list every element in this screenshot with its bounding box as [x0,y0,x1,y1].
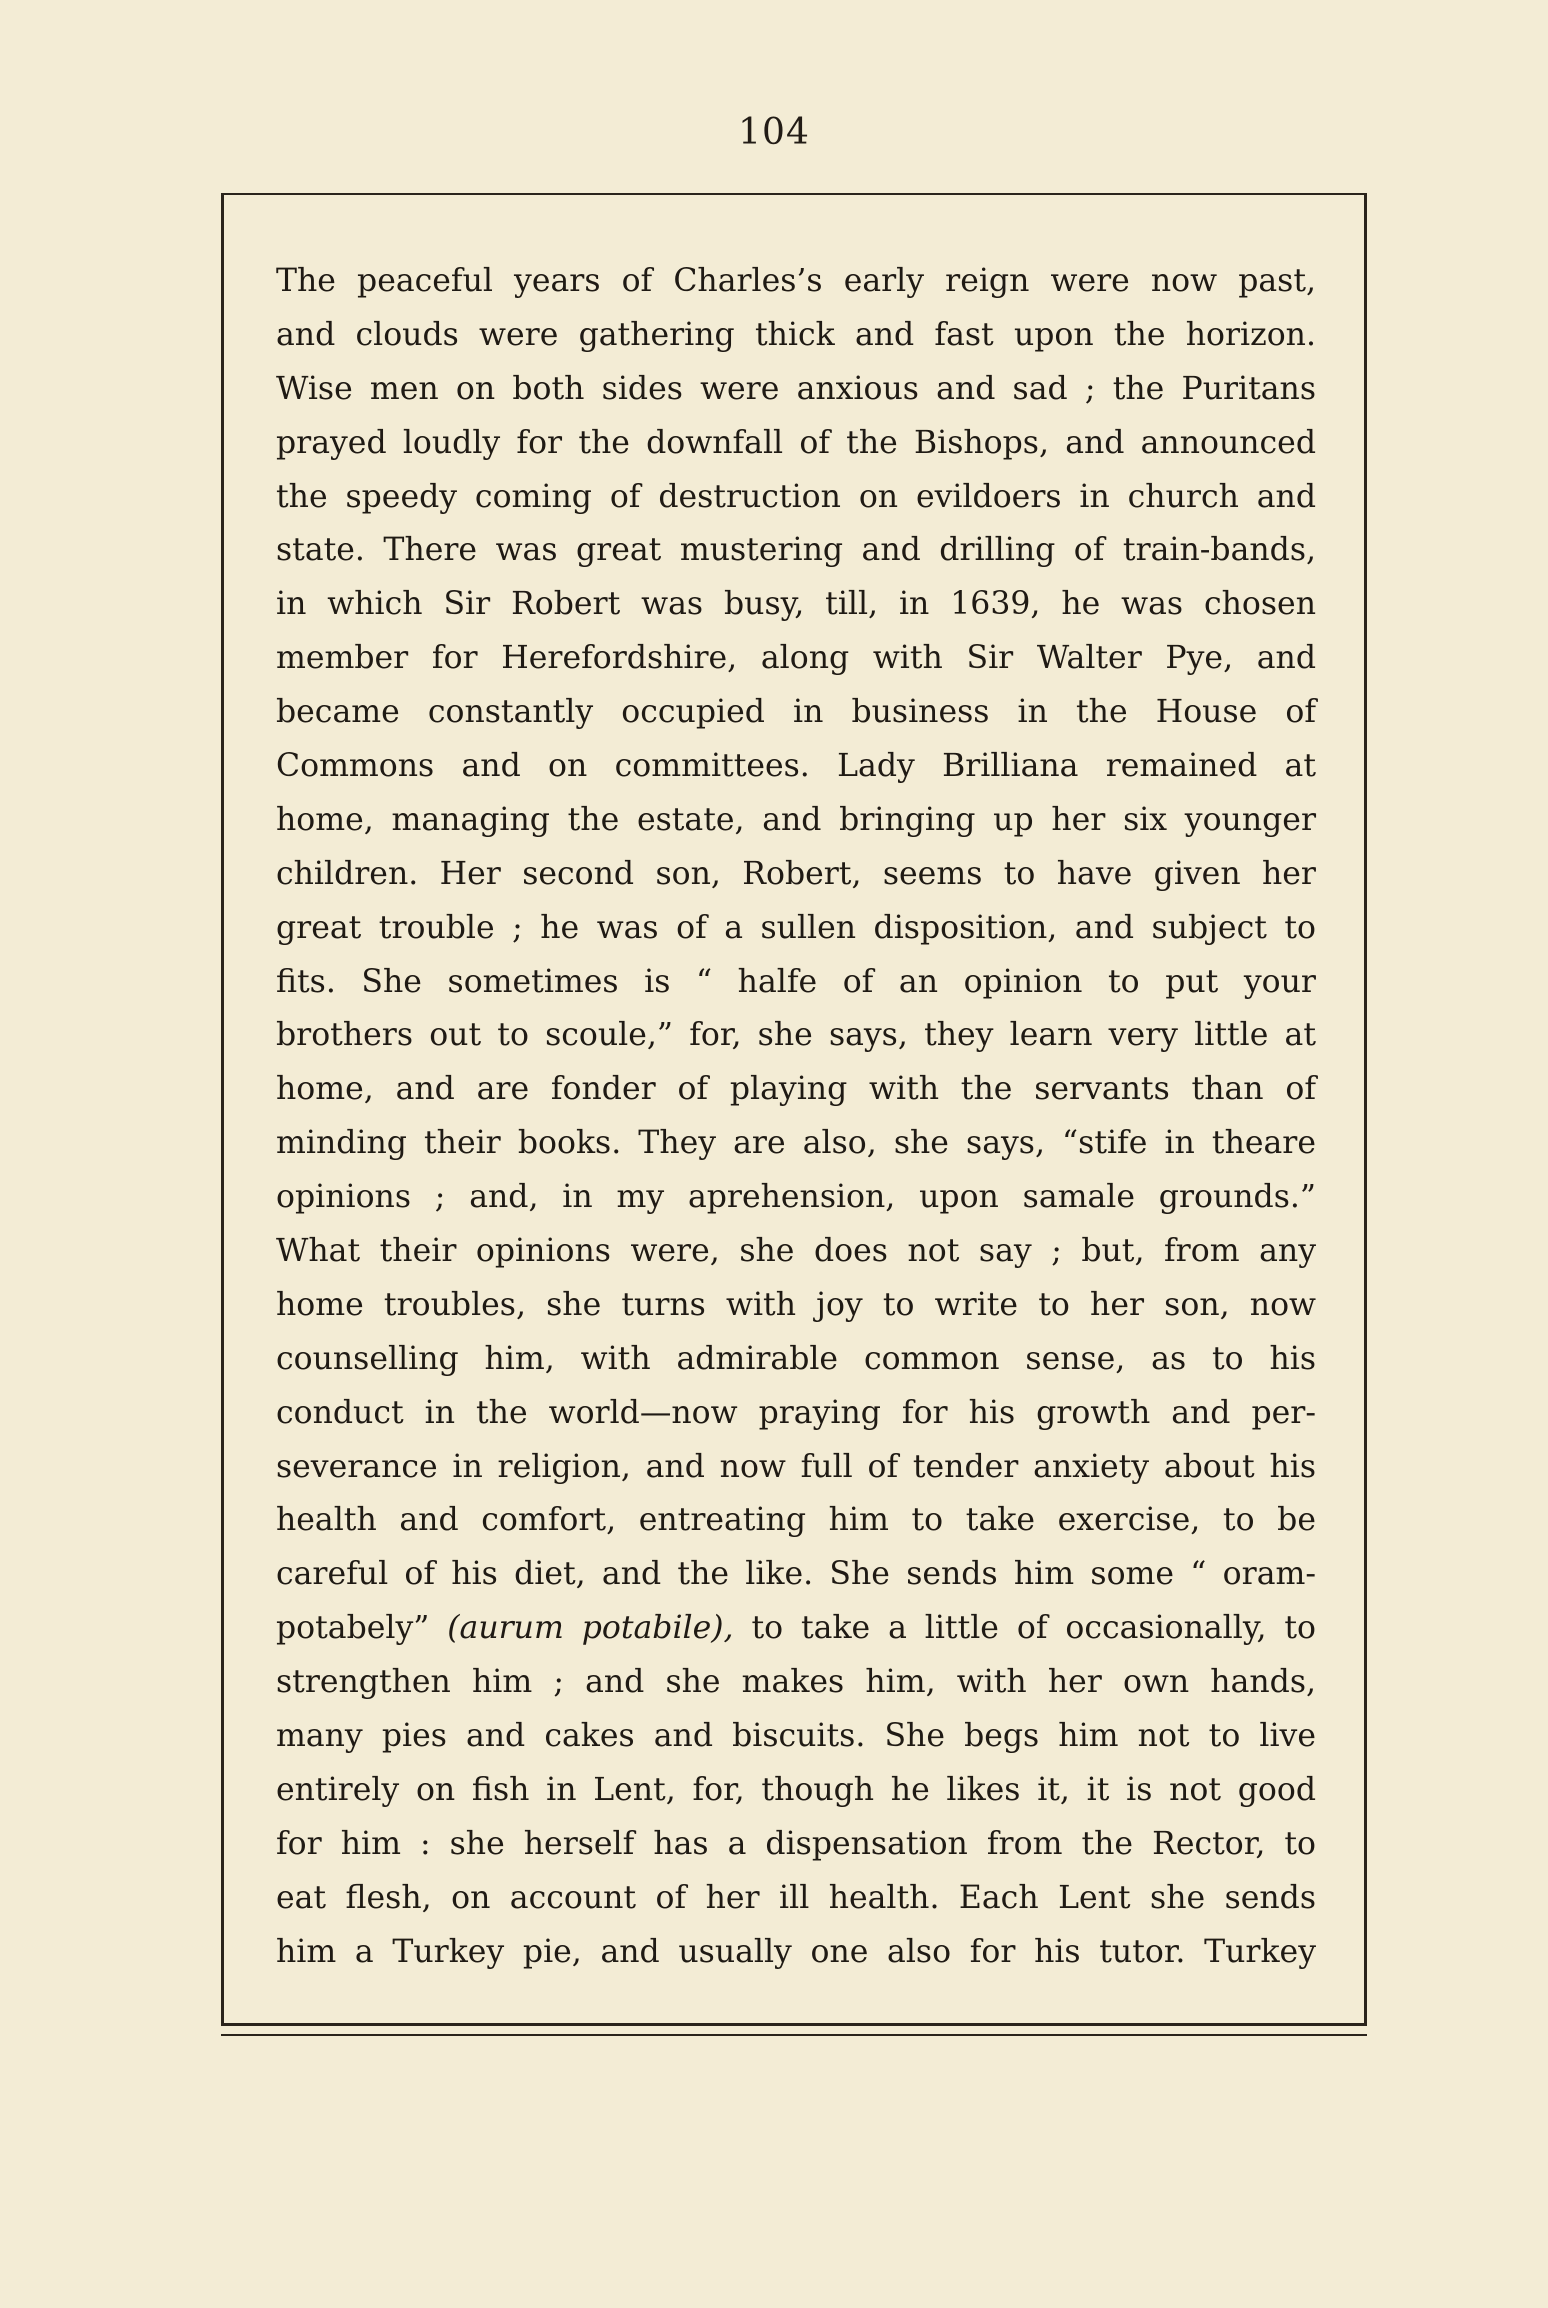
text-line: children. Her second son, Robert, seems to have given her [276,855,1316,892]
text-line: for him : she herself has a dispensation from the Rector, to [276,1825,1316,1862]
text-fragment: to take a little of occasionally, to [751,1610,1316,1647]
text-line: counselling him, with admirable common sense, as to his [276,1340,1316,1377]
text-line: in which Sir Robert was busy, till, in 1639, he was chosen [276,586,1316,623]
text-line: The peaceful years of Charles’s early reign were now past, [276,263,1316,299]
text-line: conduct in the world—now praying for his growth and per- [276,1394,1316,1431]
page-number: 104 [738,112,810,153]
text-line: health and comfort, entreating him to take exercise, to be [276,1502,1316,1539]
text-line: home troubles, she turns with joy to write to her son, now [276,1286,1316,1323]
text-frame-bottom-rule [221,2034,1367,2036]
text-line-with-italic [276,1602,1316,1656]
text-line: brothers out to scoule,” for, she says, they learn very little at [276,1017,1316,1054]
text-line: member for Herefordshire, along with Sir Walter Pye, and [276,640,1316,677]
text-line: and clouds were gathering thick and fast upon the horizon. [276,316,1316,353]
body-text [276,255,1316,1980]
italic-latin-phrase: (aurum potabile), [447,1610,734,1647]
text-line: home, managing the estate, and bringing up her six younger [276,801,1316,838]
text-line: careful of his diet, and the like. She sends him some “ oram- [276,1556,1316,1593]
text-line: the speedy coming of destruction on evildoers in church and [276,478,1316,515]
text-line: entirely on fish in Lent, for, though he likes it, it is not good [276,1771,1316,1808]
text-line: Commons and on committees. Lady Brilliana remained at [276,748,1316,785]
text-line: opinions ; and, in my aprehension, upon samale grounds.” [276,1179,1316,1216]
text-line: state. There was great mustering and drilling of train-bands, [276,532,1316,569]
text-line: him a Turkey pie, and usually one also for his tutor. Turkey [276,1933,1316,1970]
text-line: prayed loudly for the downfall of the Bishops, and announced [276,424,1316,461]
text-line: fits. She sometimes is “ halfe of an opinion to put your [276,963,1316,1000]
text-line: home, and are fonder of playing with the servants than of [276,1071,1316,1108]
text-line: strengthen him ; and she makes him, with her own hands, [276,1664,1316,1701]
text-line: What their opinions were, she does not say ; but, from any [276,1233,1316,1270]
text-line: many pies and cakes and biscuits. She begs him not to live [276,1718,1316,1755]
text-line: eat flesh, on account of her ill health. Each Lent she sends [276,1879,1316,1916]
text-line: severance in religion, and now full of tender anxiety about his [276,1448,1316,1485]
text-line: minding their books. They are also, she says, “stife in theare [276,1125,1316,1162]
text-line: became constantly occupied in business in the House of [276,694,1316,731]
text-line: great trouble ; he was of a sullen disposition, and subject to [276,909,1316,946]
text-fragment: potabely” [276,1610,430,1647]
text-line: Wise men on both sides were anxious and sad ; the Puritans [276,370,1316,407]
